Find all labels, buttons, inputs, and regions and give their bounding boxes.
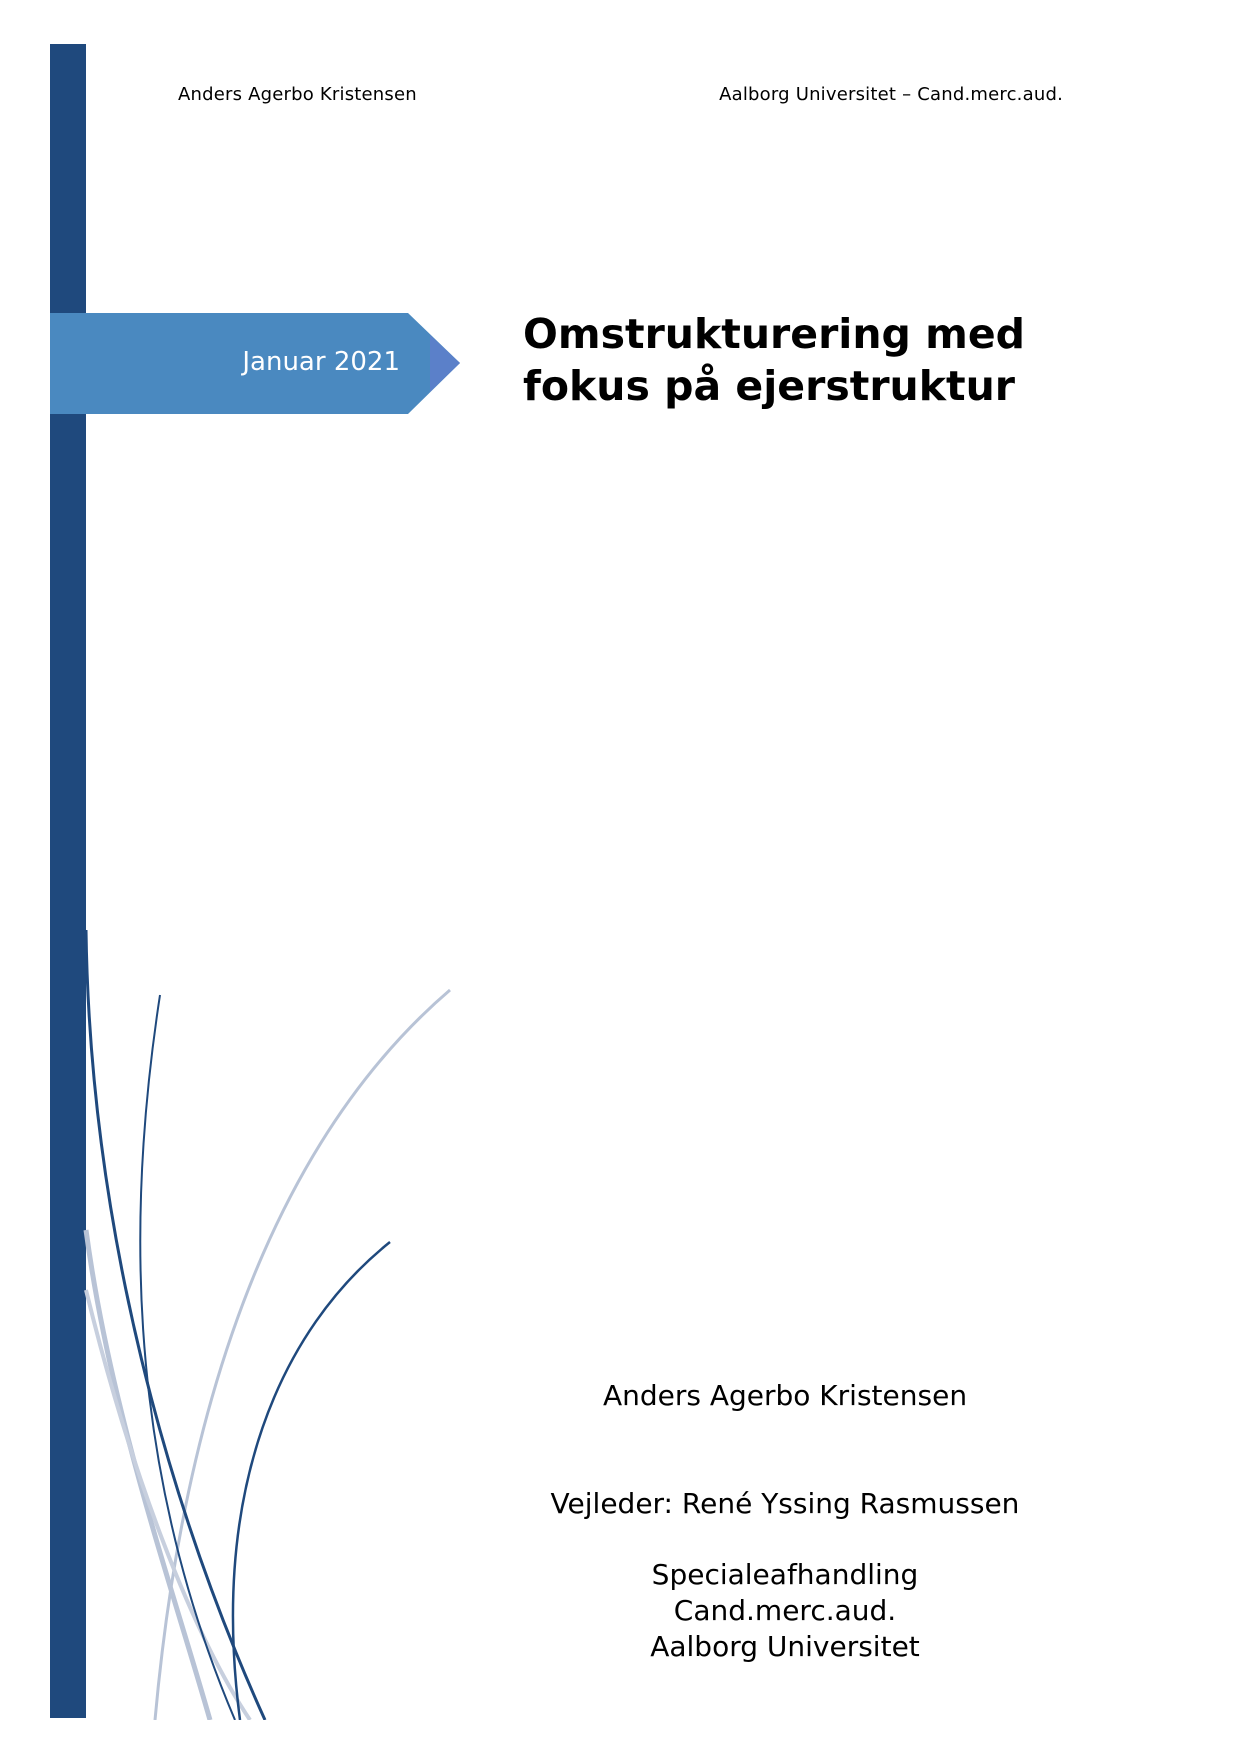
document-title xyxy=(523,308,1123,412)
swirl-dark-stroke-3 xyxy=(233,1242,390,1720)
title-line-1: Omstrukturering med xyxy=(523,310,1026,358)
thesis-type: Specialeafhandling xyxy=(651,1558,919,1591)
header-institution: Aalborg Universitet – Cand.merc.aud. xyxy=(719,84,1063,105)
supervisor-line: Vejleder: René Yssing Rasmussen xyxy=(550,1487,1020,1520)
thesis-university: Aalborg Universitet xyxy=(650,1630,920,1663)
author-name: Anders Agerbo Kristensen xyxy=(602,1379,968,1412)
thesis-program: Cand.merc.aud. xyxy=(673,1594,897,1627)
decorative-swirl xyxy=(50,930,470,1720)
date-label: Januar 2021 xyxy=(242,347,400,377)
swirl-light-stroke-1 xyxy=(155,990,450,1720)
header-author: Anders Agerbo Kristensen xyxy=(178,84,417,105)
thesis-info xyxy=(520,1557,1050,1665)
date-banner xyxy=(50,313,460,414)
title-line-2: fokus på ejerstruktur xyxy=(523,362,1015,410)
